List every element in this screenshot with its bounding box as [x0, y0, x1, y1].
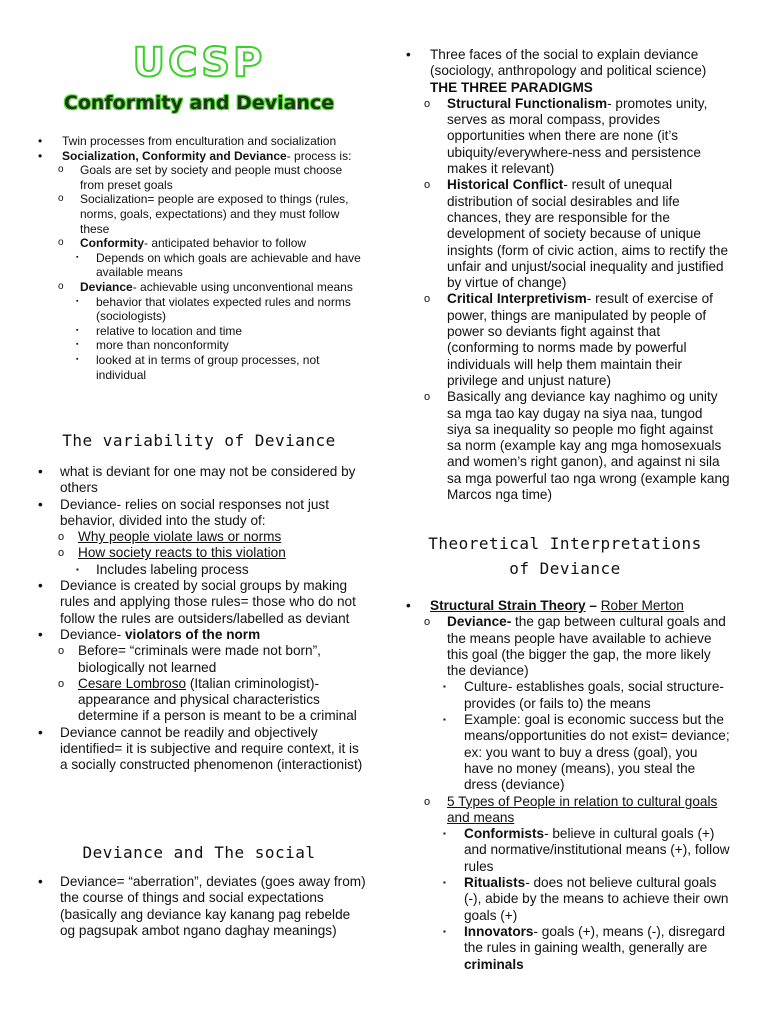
list-item: o Basically ang deviance kay naghimo og unity sa mga tao kay dugay na siya naa, tungod siya sa inequality so people mo fight against sa norm (example kay ang mga homosexuals and women’s right ganon), and against ni sila sa mga powerful tao nga wrong (example kang Marcos nga time)	[424, 389, 730, 503]
list-item: • Three faces of the social to explain deviance (sociology, anthropology and political science) THE THREE PARADIGMS	[406, 47, 707, 95]
list-item: ▪ looked at in terms of group processes, not individual	[76, 352, 320, 382]
list-item: ▪ behavior that violates expected rules and norms (sociologists)	[76, 294, 351, 324]
document-subtitle: Conformity and Deviance	[63, 92, 335, 114]
list-item: o Historical Conflict- result of unequal distribution of social desirables and life chances, they are responsible for the development of society because of unique insights (form of civic action, aims to rectify the unfair and unjust/social inequality and justified by virtue of change)	[424, 177, 729, 291]
list-item: o 5 Types of People in relation to cultural goals and means	[424, 793, 718, 825]
list-item: ▪ Conformists- believe in cultural goals (+) and normative/institutional means (+), follow rules	[443, 826, 730, 874]
list-item: o Critical Interpretivism- result of exercise of power, things are manipulated by people of power so deviants fight against that (conforming to norms made by powerful individuals will help them maintain their privilege and unjust nature)	[424, 291, 713, 388]
list-item: • Deviance= “aberration”, deviates (goes away from) the course of things and social expectations (basically ang deviance kay kanang pag rebelde og pagsupak ambot ngano daghay meanings)	[38, 874, 366, 938]
intro-list	[30, 134, 368, 382]
list-item: o How society reacts to this violation	[58, 545, 286, 561]
list-item: • Deviance cannot be readily and objectively identified= it is subjective and require context, it is a socially constructed phenomenon (interactionist)	[38, 724, 363, 773]
list-item: • Twin processes from enculturation and socialization	[38, 134, 337, 148]
list-item: ▪ Ritualists- does not believe cultural goals (-), abide by the means to achieve their own goals (+)	[443, 875, 729, 923]
list-item: • Deviance is created by social groups by making rules and applying those rules= those who do not follow the rules are outsiders/labelled as deviant	[38, 578, 356, 626]
list-item: o Deviance- the gap between cultural goals and the means people have available to achieve this goal (the bigger the gap, the more likely the deviance)	[424, 614, 726, 679]
document-title: UCSP	[132, 40, 266, 86]
list-item: o Conformity- anticipated behavior to follow	[58, 236, 307, 251]
list-item: ▪ Depends on which goals are achievable and have available means	[76, 250, 361, 280]
paradigms-list	[400, 47, 730, 503]
list-item: o Before= “criminals were made not born”, biologically not learned	[58, 643, 321, 675]
list-item: ▪ Example: goal is economic success but the means/opportunities do not exist= deviance; ex: you want to buy a dress (goal), you have no money (means), you steal the dress (deviance)	[443, 712, 730, 793]
list-item: • Socialization, Conformity and Deviance- process is:	[38, 148, 352, 163]
list-item: ▪ relative to location and time	[76, 323, 243, 338]
list-item: o Goals are set by society and people must choose from preset goals	[58, 163, 343, 192]
list-item: • Deviance- relies on social responses not just behavior, divided into the study of:	[38, 496, 329, 528]
list-item: • Deviance- violators of the norm	[38, 626, 261, 642]
social-list	[30, 874, 368, 939]
list-item: ▪ more than nonconformity	[76, 338, 229, 353]
list-item: o Cesare Lombroso (Italian criminologist)- appearance and physical characteristics determine if a person is meant to be a criminal	[58, 675, 357, 724]
list-item: ▪ Innovators- goals (+), means (-), disregard the rules in gaining wealth, generally are criminals	[443, 923, 726, 972]
list-item: ▪ Includes labeling process	[76, 561, 249, 577]
list-item: o Socialization= people are exposed to things (rules, norms, goals, expectations) and they must follow these	[58, 192, 349, 236]
list-item: ▪ Culture- establishes goals, social structure- provides (or fails to) the means	[443, 679, 724, 711]
list-item: • what is deviant for one may not be considered by others	[38, 464, 356, 496]
list-item: o Structural Functionalism- promotes unity, serves as moral compass, provides opportunities when there are none (it’s ubiquity/everywhere-ness and persistence makes it relevant)	[424, 95, 708, 177]
variability-list	[30, 464, 368, 774]
paradigms-heading: THE THREE PARADIGMS	[430, 79, 593, 95]
strain-theory-list	[400, 598, 730, 973]
list-item: • Structural Strain Theory – Rober Merton	[406, 598, 684, 613]
section-heading-social: Deviance and The social	[82, 843, 316, 862]
list-item: o Deviance- achievable using unconventional means	[58, 279, 353, 294]
section-heading-theoretical: Theoretical Interpretations of Deviance	[428, 534, 702, 578]
section-heading-variability: The variability of Deviance	[62, 431, 336, 450]
list-item: o Why people violate laws or norms	[58, 529, 282, 545]
